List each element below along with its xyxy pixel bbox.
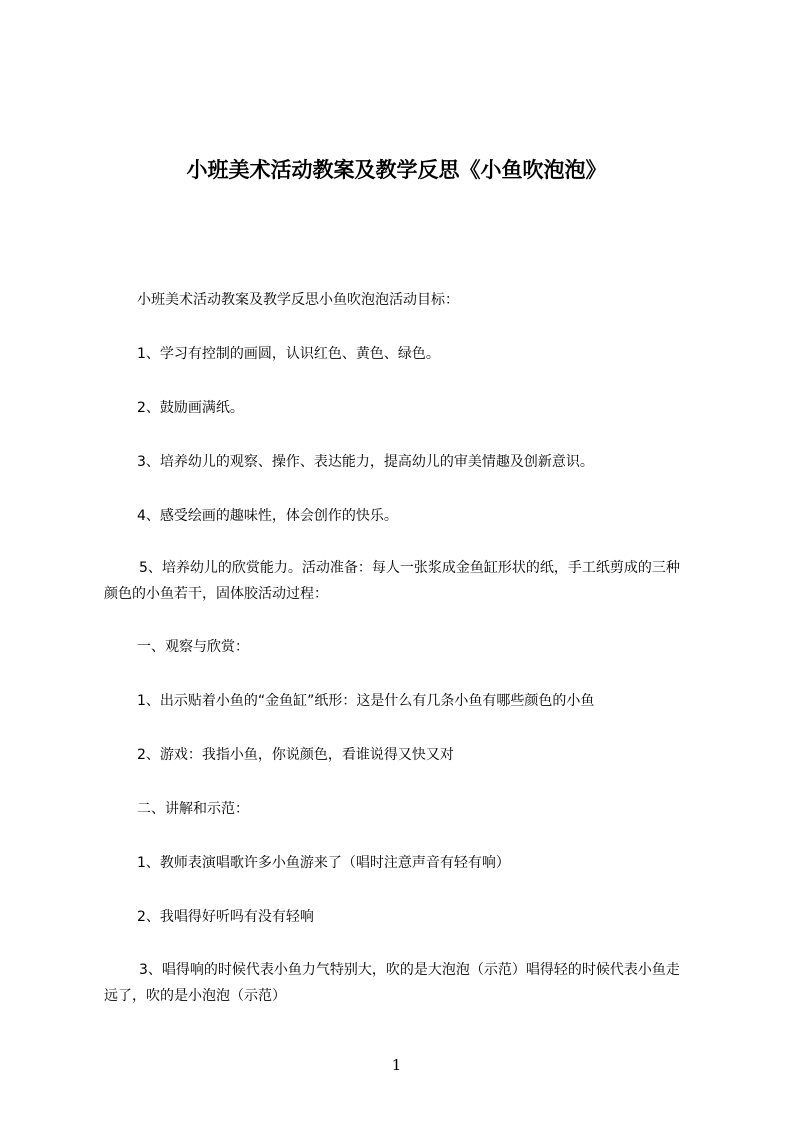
paragraph-goal-1: 1、学习有控制的画圆，认识红色、黄色、绿色。 — [137, 346, 440, 362]
paragraph-observe-1: 1、出示贴着小鱼的“金鱼缸”纸形：这是什么有几条小鱼有哪些颜色的小鱼 — [137, 693, 595, 709]
paragraph-intro: 小班美术活动教案及教学反思小鱼吹泡泡活动目标： — [137, 292, 459, 308]
page-title: 小班美术活动教案及教学反思《小鱼吹泡泡》 — [186, 158, 607, 183]
paragraph-explain-3: 3、唱得响的时候代表小鱼力气特别大，吹的是大泡泡（示范）唱得轻的时候代表小鱼走远了，吹的是小泡泡（示范） — [104, 962, 680, 1004]
section-heading-explain: 二、讲解和示范： — [137, 801, 249, 817]
section-heading-observe: 一、观察与欣赏： — [137, 639, 249, 655]
paragraph-explain-2: 2、我唱得好听吗有没有轻响 — [137, 909, 314, 925]
paragraph-observe-2: 2、游戏：我指小鱼，你说颜色，看谁说得又快又对 — [137, 747, 454, 763]
paragraph-goal-5: 5、培养幼儿的欣赏能力。活动准备：每人一张浆成金鱼缸形状的纸，手工纸剪成的三种颜色的小鱼若干，固体胶活动过程： — [104, 560, 680, 602]
paragraph-goal-2: 2、鼓励画满纸。 — [137, 400, 244, 416]
paragraph-goal-4: 4、感受绘画的趣味性，体会创作的快乐。 — [137, 508, 398, 524]
paragraph-goal-3: 3、培养幼儿的观察、操作、表达能力，提高幼儿的审美情趣及创新意识。 — [137, 454, 594, 470]
paragraph-explain-1: 1、教师表演唱歌许多小鱼游来了（唱时注意声音有轻有响） — [137, 855, 510, 871]
page-number: 1 — [391, 1056, 402, 1074]
